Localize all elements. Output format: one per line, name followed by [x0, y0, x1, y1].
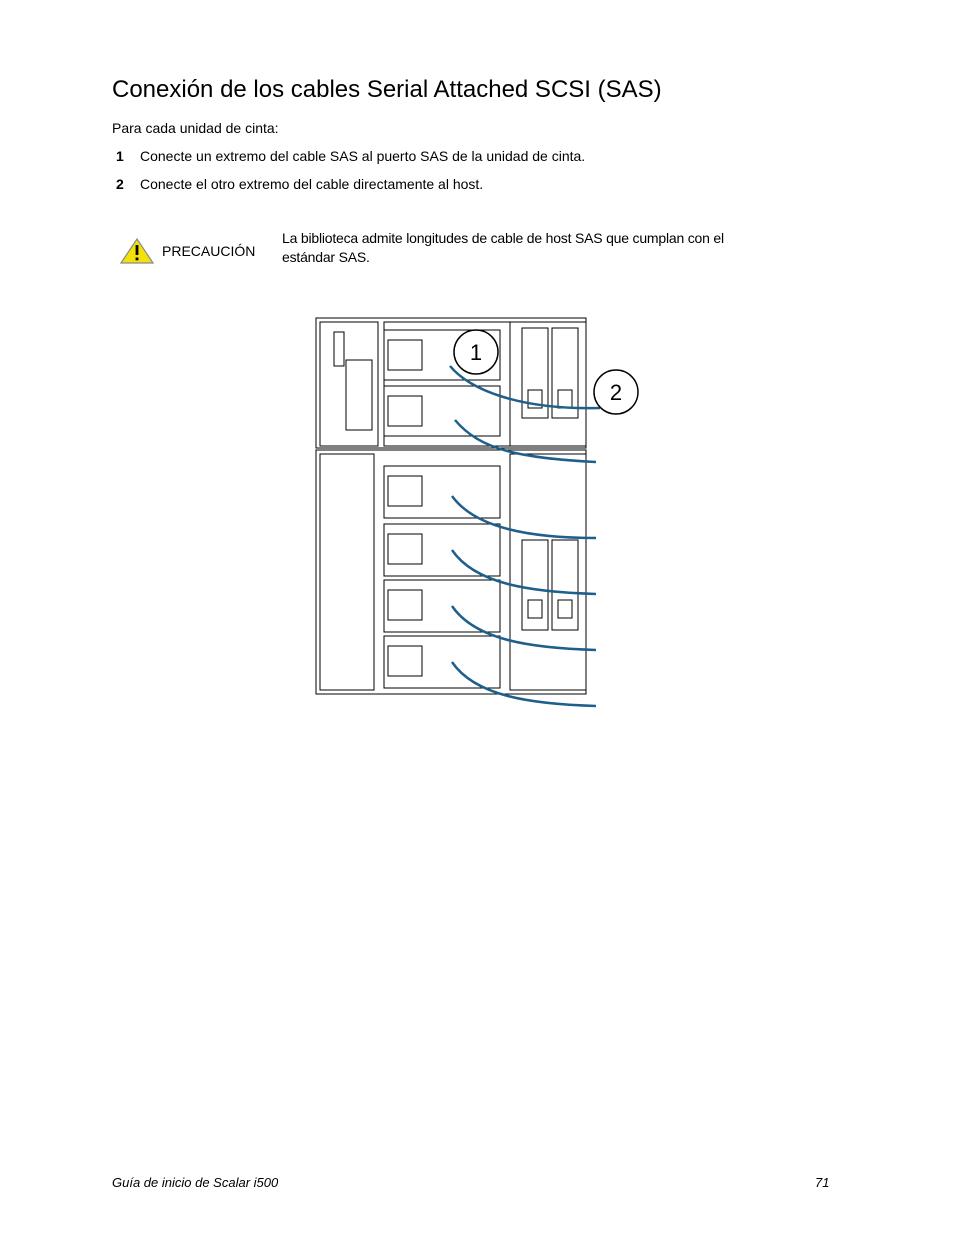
callout-1 [454, 330, 498, 374]
footer-guide-title: Guía de inicio de Scalar i500 [112, 1175, 279, 1190]
intro-text: Para cada unidad de cinta: [112, 120, 279, 136]
lower-module [316, 450, 586, 694]
library-rear-diagram [300, 300, 660, 720]
step-text: Conecte el otro extremo del cable directamente al host. [140, 176, 484, 192]
tape-drives [384, 330, 500, 688]
warning-triangle-icon [120, 238, 154, 264]
step-1 [116, 148, 585, 164]
step-number: 2 [116, 176, 124, 192]
caution-text: La biblioteca admite longitudes de cable de host SAS que cumplan con el estándar SAS. [282, 230, 724, 265]
step-2 [116, 176, 483, 192]
caution-label: PRECAUCIÓN [162, 243, 256, 259]
callout-2 [594, 370, 638, 414]
upper-module [316, 318, 586, 448]
step-number: 1 [116, 148, 124, 164]
step-text: Conecte un extremo del cable SAS al puerto SAS de la unidad de cinta. [140, 148, 586, 164]
footer-page-number: 71 [815, 1175, 830, 1190]
page-title: Conexión de los cables Serial Attached SCSI (SAS) [112, 76, 662, 103]
svg-text:1: 1 [469, 340, 483, 365]
svg-text:2: 2 [609, 380, 623, 405]
